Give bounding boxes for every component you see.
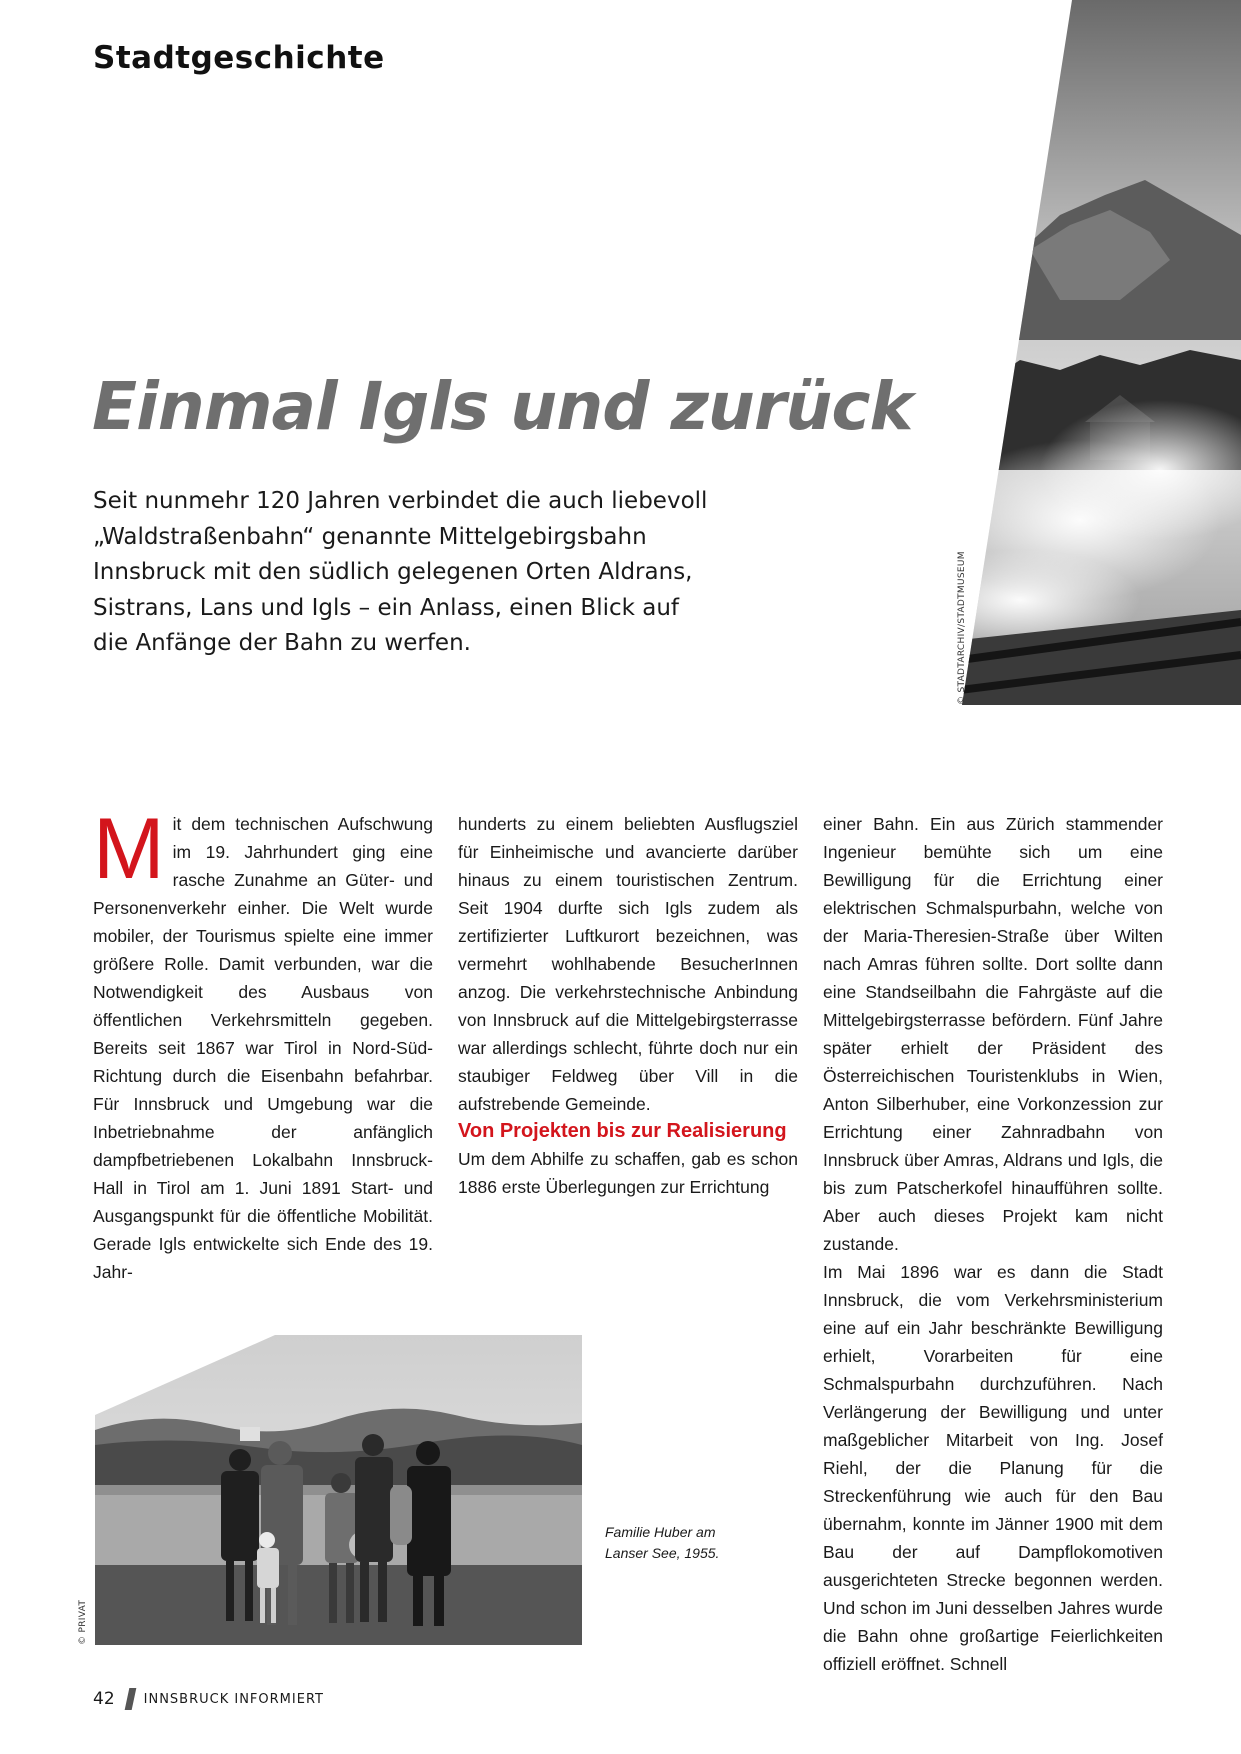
article-column-3 xyxy=(823,810,1163,1678)
hero-photo-credit: © STADTARCHIV/STADTMUSEUM xyxy=(957,551,967,705)
family-photo xyxy=(95,1335,582,1645)
photo-caption: Familie Huber am Lanser See, 1955. xyxy=(605,1524,720,1561)
article-column-2 xyxy=(458,810,798,1201)
footer-divider xyxy=(124,1688,136,1710)
column-2-text-continued: Um dem Abhilfe zu schaffen, gab es schon 1886 erste Überlegungen zur Errichtung xyxy=(458,1149,798,1197)
article-title: Einmal Igls und zurück xyxy=(92,368,913,445)
column-3-text: einer Bahn. Ein aus Zürich stammender Ingenieur bemühte sich um eine Bewilligung für die Errichtung einer elektrischen Schmalspurbahn, welche von der Maria-Theresien-Straße über Wilten nach Amras führen sollte. Dort sollte dann eine Standseilbahn die Fahrgäste auf die Mittelgebirgsterrasse befördern. Fünf Jahre später erhielt der Präsident des Österreichischen Touristenklubs in Wien, Anton Silberhuber, eine Vorkonzession zur Errichtung einer Zahnradbahn von Innsbruck über Amras, Aldrans und Igls, die bis zum Patscherkofel hinaufführen sollte. Aber auch dieses Projekt kam nicht zustande. xyxy=(823,814,1163,1254)
publication-name: INNSBRUCK INFORMIERT xyxy=(143,1691,324,1707)
article-column-1 xyxy=(93,801,433,1286)
page-number: 42 xyxy=(93,1689,115,1709)
drop-cap: M xyxy=(93,801,165,897)
family-photo-credit: © PRIVAT xyxy=(78,1599,88,1645)
section-label: Stadtgeschichte xyxy=(93,40,385,76)
column-1-text: it dem technischen Aufschwung im 19. Jahrhundert ging eine rasche Zunahme an Güter- und Personenverkehr einher. Die Welt wurde mobiler, der Tourismus spielte eine immer größere Rolle. Damit verbunden, war die Notwendigkeit des Ausbaus von öffentlichen Verkehrsmitteln gegeben. Bereits seit 1867 war Tirol in Nord-Süd-Richtung durch die Eisenbahn befahrbar. Für Innsbruck und Umgebung war die Inbetriebnahme der anfänglich dampfbetriebenen Lokalbahn Innsbruck-Hall in Tirol am 1. Juni 1891 Start- und Ausgangspunkt für die öffentliche Mobilität. Gerade Igls entwickelte sich Ende des 19. Jahr- xyxy=(93,814,433,1282)
article-subheading: Von Projekten bis zur Realisierung xyxy=(458,1120,787,1142)
article-lead: Seit nunmehr 120 Jahren verbindet die auch liebevoll „Waldstraßenbahn“ genannte Mittelgebirgsbahn Innsbruck mit den südlich gelegenen Orten Aldrans, Sistrans, Lans und Igls – ein Anlass, einen Blick auf die Anfänge der Bahn zu werfen. xyxy=(93,488,708,656)
column-2-text: hunderts zu einem beliebten Ausflugsziel für Einheimische und avancierte darüber hinaus zu einem touristischen Zentrum. Seit 1904 durfte sich Igls zudem als zertifizierter Luftkurort bezeichnen, was vermehrt wohlhabende BesucherInnen anzog. Die verkehrstechnische Anbindung von Innsbruck auf die Mittelgebirgsterrasse war allerdings schlecht, führte doch nur ein staubiger Feldweg über Vill in die aufstrebende Gemeinde. xyxy=(458,814,798,1114)
column-3-text-continued: Im Mai 1896 war es dann die Stadt Innsbruck, die vom Verkehrsministerium eine auf ein Jahr beschränkte Bewilligung erhielt, Vorarbeiten für eine Schmalspurbahn durchzuführen. Nach Verlängerung der Bewilligung und unter maßgeblicher Mitarbeit von Ing. Josef Riehl, der die Planung für die Streckenführung wie auch für den Bau übernahm, konnte im Jänner 1900 mit dem Bau der auf Dampflokomotiven ausgerichteten Strecke begonnen werden. Und schon im Juni desselben Jahres wurde die Bahn ohne großartige Feierlichkeiten offiziell eröffnet. Schnell xyxy=(823,1262,1163,1674)
page-footer xyxy=(93,1688,324,1710)
